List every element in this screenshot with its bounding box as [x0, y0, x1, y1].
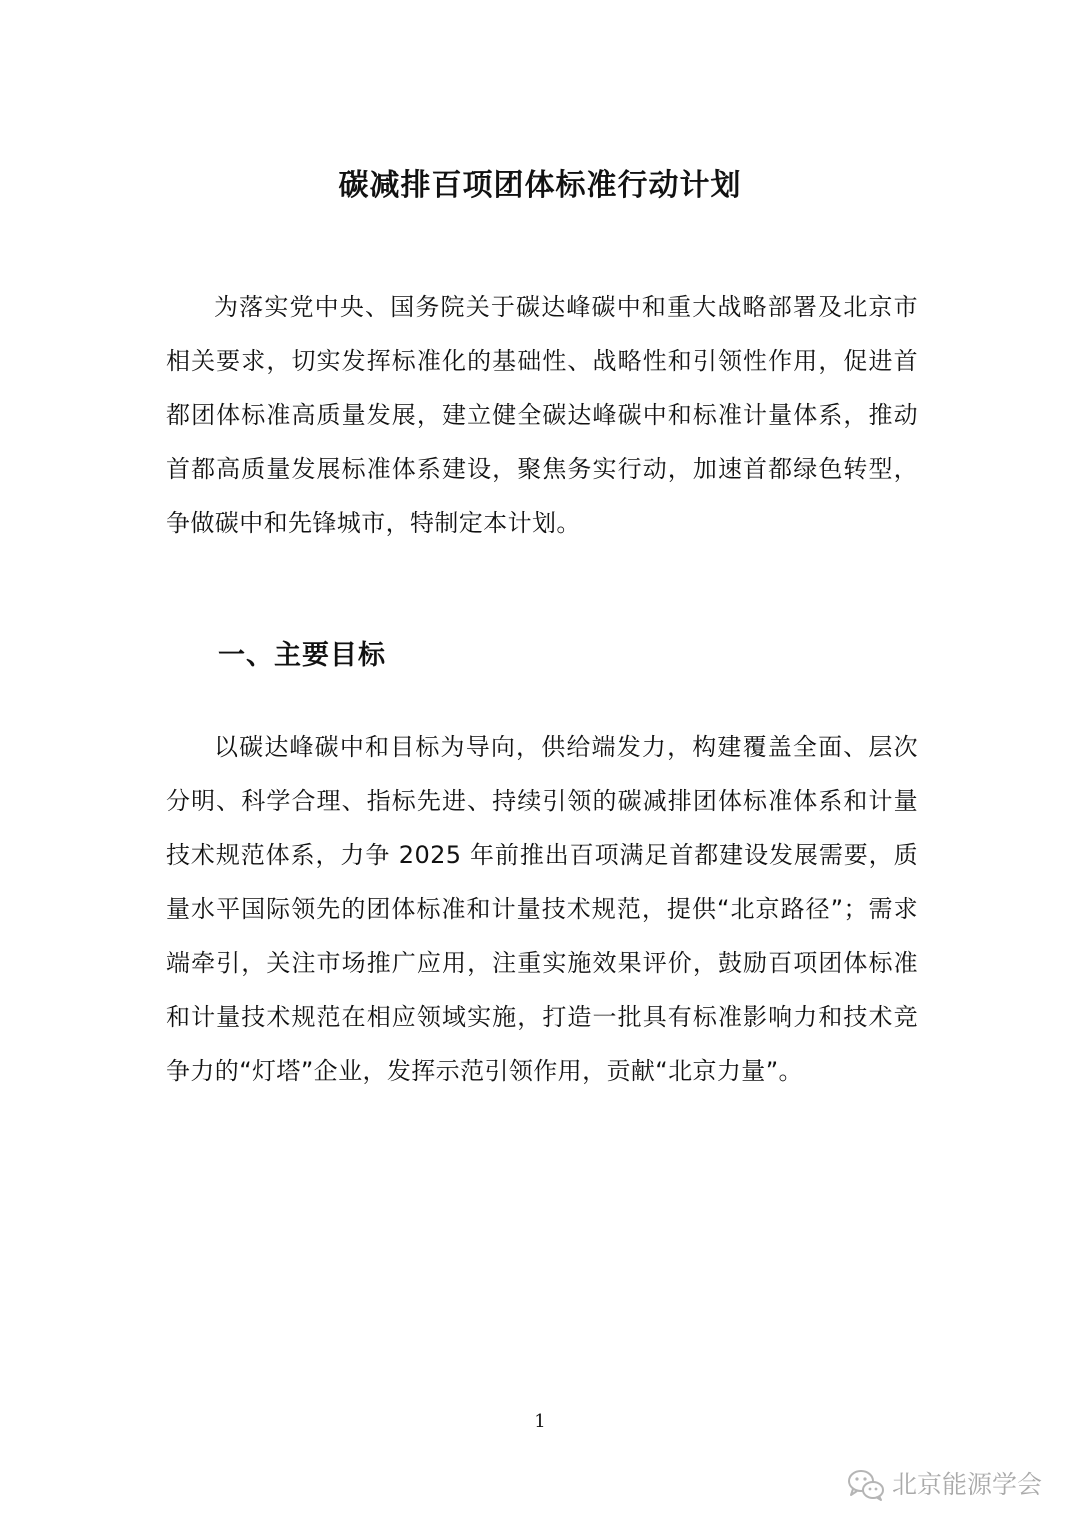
page-number: 1: [534, 1411, 546, 1432]
intro-paragraph: 为落实党中央、国务院关于碳达峰碳中和重大战略部署及北京市相关要求，切实发挥标准化的基础性、战略性和引领性作用，促进首都团体标准高质量发展，建立健全碳达峰碳中和标准计量体系，推动首都高质量发展标准体系建设，聚焦务实行动，加速首都绿色转型，争做碳中和先锋城市，特制定本计划。: [166, 293, 918, 537]
main-goals-paragraph: 以碳达峰碳中和目标为导向，供给端发力，构建覆盖全面、层次分明、科学合理、指标先进、持续引领的碳减排团体标准体系和计量技术规范体系，力争 2025 年前推出百项满足首都建设发展需要，质量水平国际领先的团体标准和计量技术规范，提供“北京路径”；需求端牵引，关注市场推广应用，注重实施效果评价，鼓励百项团体标准和计量技术规范在相应领域实施，打造一批具有标准影响力和技术竞争力的“灯塔”企业，发挥示范引领作用，贡献“北京力量”。: [166, 733, 918, 1085]
section-heading-main-goals: 一、主要目标: [218, 640, 386, 671]
wechat-icon: [846, 1468, 886, 1502]
wechat-watermark: [846, 1465, 1042, 1505]
document-title: 碳减排百项团体标准行动计划: [338, 168, 742, 203]
watermark-text: 北京能源学会: [892, 1470, 1043, 1499]
